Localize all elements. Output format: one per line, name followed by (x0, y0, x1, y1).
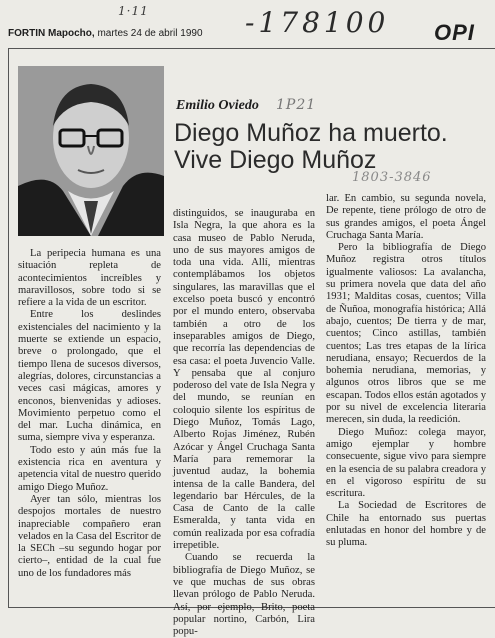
headline-line-2: Vive Diego Muñoz (174, 146, 377, 174)
paragraph: Ayer tan sólo, mientras los despojos mortales de nuestro inapreciable compañero eran velados en la Casa del Escritor de la SECh –su segundo hogar por cierto–, entidad de la cual fue uno de los fundadores más (18, 493, 161, 579)
article-headline (174, 120, 448, 174)
author-portrait-photo (18, 66, 164, 236)
paragraph: Cuando se recuerda la bibliografía de Diego Muñoz, se ve que muchas de sus obras llevan prólogo de Pablo Neruda. Así, por ejemplo, Brito, poeta popular nortino, Carbón, Lira popu- (173, 552, 315, 638)
paragraph: Diego Muñoz: colega mayor, amigo ejemplar y hombre consecuente, sigue vivo para siempre en la esencia de su palabra creadora y en el vigoroso espíritu de su escritura. (326, 426, 486, 500)
headline-line-1: Diego Muñoz ha muerto. (174, 119, 448, 147)
paragraph: lar. En cambio, su segunda novela, De repente, tiene prólogo de otro de sus grandes amigos, el poeta Ángel Cruchaga Santa María. (326, 193, 486, 241)
article-column-1 (18, 248, 161, 580)
article-column-2 (173, 208, 315, 638)
paragraph: Entre los deslindes existenciales del nacimiento y la muerte se extiende un espacio, breve o prolongado, que el tiempo llena de sucesos diversos, alegrías, dolores, circunstancias a veces casi mágicas, amores y enconos, bienvenidas y adioses. Movimiento perpetuo como el del mar. Lucha dinámica, en suma, siempre viva y esperanza. (18, 309, 161, 444)
paragraph: La Sociedad de Escritores de Chile ha entornado sus puertas enlutadas en honor del hombre y de su pluma. (326, 500, 486, 549)
publication-header (8, 28, 203, 39)
handwritten-note-small: 1·11 (118, 4, 149, 18)
paragraph: distinguidos, se inauguraba en Isla Negra, la que ahora es la casa museo de Pablo Neruda, uno de sus mayores amigos de toda una vida. Allí, mientras contemplábamos los objetos singulares, las maravillas que el excelso poeta buscó y encontró por el mundo entero, observaba también a otro de los inseparables amigos de Diego, que recorría las dependencias de esa casa: el poeta Juvencio Valle. Y pensaba que al conjuro poderoso del vate de Isla Negra y del mundo, se reunían en coloquio silente los espíritus de Diego Muñoz, Tomás Lago, Alberto Rojas Jiménez, Rubén Azócar y Ángel Cruchaga Santa María para rememorar la juventud audaz, la bohemia intensa de la calle Bandera, del legendario bar Hércules, de la Casa de Canto de la calle Esmeralda, y tanta vida en común realizada por esa cofradía irrepetible. (173, 208, 315, 552)
handwritten-note-mid: 1P21 (276, 97, 317, 113)
handwritten-catalog-code: 1803-3846 (352, 170, 432, 185)
article-byline: Emilio Oviedo (176, 98, 259, 113)
paragraph: Todo esto y aún más fue la existencia rica en aventura y apetencia vital de nuestro querido amigo Diego Muñoz. (18, 444, 161, 493)
section-tag: OPI (434, 20, 475, 45)
paragraph: Pero la bibliografía de Diego Muñoz registra otros títulos igualmente valiosos: La avalancha, su primera novela que data del año 1931; Malditas cosas, cuentos; Villa de Ñuñoa, monografía histórica; Allá abajo, cuentos; De tierra y de mar, cuentos; Cinco astillas, también cuentos; Las tres etapas de la lírica nerudiana, ensayo; Recuerdos de la bohemia nerudiana, memorias, y algunos otros libros que se me escapan. Todos ellos están agotados y por su nivel de excelencia literaria merecen, sin duda, la reedición. (326, 242, 486, 426)
handwritten-archive-number: -178100 (245, 6, 390, 39)
portrait-illustration (18, 66, 164, 236)
article-column-3 (326, 193, 486, 550)
paragraph: La peripecia humana es una situación repleta de acontecimientos increíbles y maravillosos, sobre todo si se refiere a la vida de un escritor. (18, 248, 161, 309)
publication-date: martes 24 de abril 1990 (97, 28, 203, 39)
publication-name: FORTIN Mapocho, (8, 28, 95, 39)
